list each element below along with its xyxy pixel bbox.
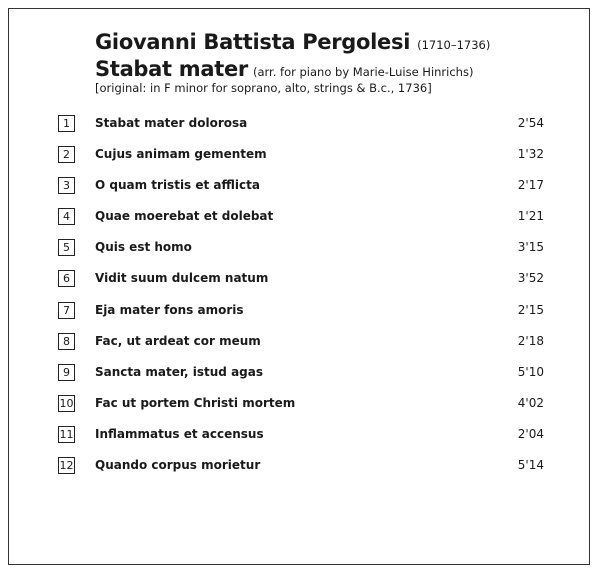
track-title: Inflammatus et accensus — [95, 426, 264, 441]
track-duration: 2'15 — [517, 302, 544, 317]
track-row — [58, 457, 544, 488]
arrangement-note: (arr. for piano by Marie-Luise Hinrichs) — [252, 65, 474, 79]
track-number: 7 — [58, 302, 75, 319]
composer-name: Giovanni Battista Pergolesi — [95, 30, 411, 54]
track-title: Quae moerebat et dolebat — [95, 209, 274, 224]
composer-line — [95, 30, 490, 54]
track-duration: 4'02 — [517, 395, 544, 410]
track-duration: 2'54 — [517, 116, 544, 130]
track-row — [58, 302, 544, 333]
original-note: [original: in F minor for soprano, alto, strings & B.c., 1736] — [95, 81, 432, 95]
track-row — [58, 395, 544, 426]
track-title: Quis est homo — [95, 240, 192, 255]
track-duration: 3'15 — [517, 240, 544, 255]
track-number: 6 — [58, 270, 75, 287]
composer-dates: (1710–1736) — [417, 38, 491, 52]
track-number: 10 — [59, 396, 74, 410]
header — [95, 30, 490, 95]
track-number: 12 — [59, 459, 74, 473]
track-title: Cujus animam gementem — [95, 147, 267, 162]
track-title: Vidit suum dulcem natum — [95, 271, 269, 286]
track-number: 9 — [58, 364, 75, 381]
track-title: Eja mater fons amoris — [95, 302, 244, 317]
track-number: 8 — [58, 333, 75, 350]
track-number: 5 — [58, 239, 75, 256]
track-row — [58, 239, 544, 270]
track-title: Stabat mater dolorosa — [95, 116, 248, 130]
track-row — [58, 146, 544, 177]
track-duration: 5'10 — [517, 364, 544, 379]
track-duration: 2'04 — [517, 426, 544, 441]
work-title: Stabat mater — [95, 57, 248, 81]
track-number: 1 — [58, 115, 75, 132]
track-number: 2 — [58, 146, 75, 163]
track-title: Fac ut portem Christi mortem — [95, 395, 296, 410]
track-number: 3 — [58, 177, 75, 194]
track-duration: 2'18 — [517, 333, 544, 348]
track-row — [58, 426, 544, 457]
track-title: O quam tristis et afflicta — [95, 178, 260, 193]
track-duration: 1'32 — [517, 147, 544, 162]
track-duration: 1'21 — [517, 209, 544, 224]
track-row — [58, 364, 544, 395]
track-title: Fac, ut ardeat cor meum — [95, 333, 261, 348]
work-line — [95, 57, 490, 81]
track-number: 11 — [59, 427, 74, 441]
track-list — [58, 115, 544, 488]
track-title: Sancta mater, istud agas — [95, 364, 264, 379]
track-title: Quando corpus morietur — [95, 458, 261, 473]
track-row — [58, 177, 544, 208]
track-row — [58, 333, 544, 364]
track-duration: 5'14 — [517, 458, 544, 473]
track-duration: 3'52 — [517, 271, 544, 286]
track-row — [58, 115, 544, 146]
track-row — [58, 270, 544, 301]
track-duration: 2'17 — [517, 178, 544, 193]
track-number: 4 — [58, 208, 75, 225]
track-row — [58, 208, 544, 239]
